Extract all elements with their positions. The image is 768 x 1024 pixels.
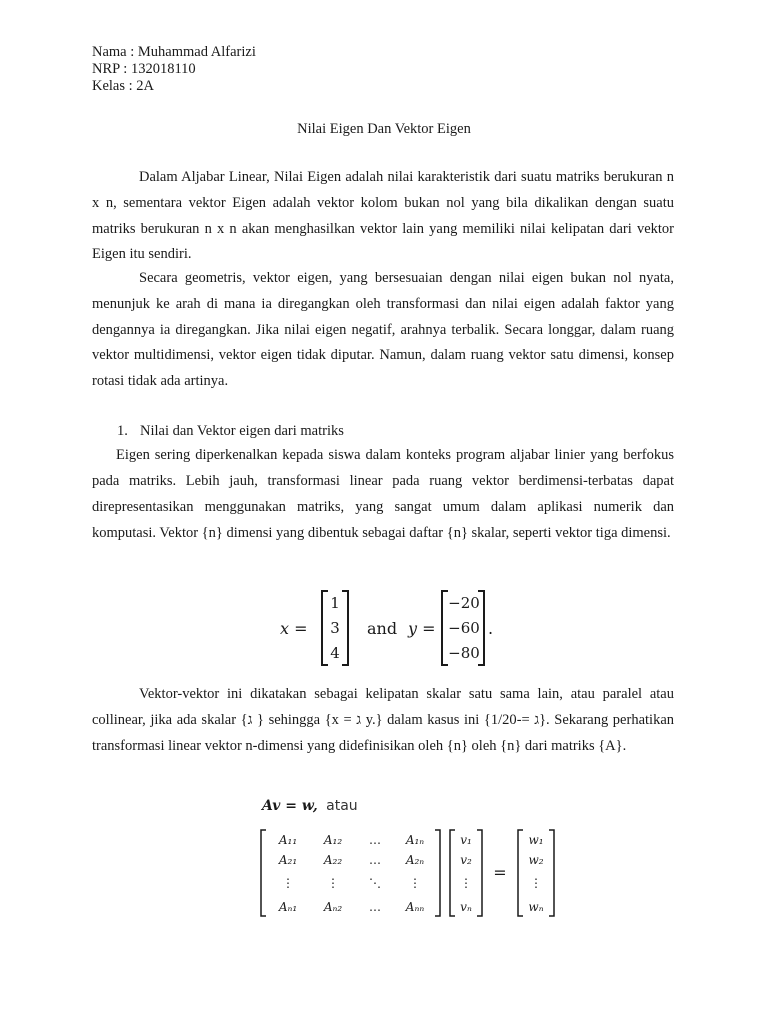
matrix-cell: ⋮: [282, 876, 294, 890]
matrix-a-row-3: [282, 876, 421, 890]
paragraph-scalar: Vektor-vektor ini dikatakan sebagai kelipatan skalar satu sama lain, atau paralel atau collinear, jika ada skalar {ג } sehingga {x = ג y.} dalam kasus ini {ג =-1/20}. Sekarang perhatikan transformasi linear vektor n-dimensi yang didefinisikan oleh {n} oleh {n} dari matriks {A}.: [92, 686, 675, 754]
student-name: Nama : Muhammad Alfarizi: [92, 44, 256, 60]
matrix-cell: ⋮: [327, 876, 339, 890]
matrix-cell: A₂₂: [323, 853, 343, 867]
matrix-cell: A₁ₙ: [405, 833, 425, 847]
bracket-v-left: [450, 830, 455, 916]
matrix-a-row-4: [278, 900, 424, 914]
y-value-1: −20: [448, 594, 480, 612]
y-label: y =: [408, 619, 436, 638]
matrix-cell: Aₙₙ: [405, 900, 425, 914]
v-cell: v₂: [460, 853, 472, 867]
y-value-3: −80: [448, 644, 480, 662]
matrix-a-row-2: [278, 853, 424, 867]
section-number: 1.: [117, 423, 128, 439]
student-info: [92, 44, 256, 95]
x-label: x =: [280, 619, 308, 638]
section-paragraph: Eigen sering diperkenalkan kepada siswa dalam konteks program aljabar linier yang berfokus pada matriks. Lebih jauh, transformasi linear pada ruang vektor berdimensi-terbatas dapat direpresentasikan menggunakan matriks, yang sangat umum dalam aplikasi numerik dan komputasi. Vektor {n} dimensi yang dibentuk sebagai daftar {n} skalar, seperti vektor tiga dimensi.: [92, 447, 674, 541]
matrix-cell: A₁₂: [323, 833, 343, 847]
x-value-3: 4: [330, 644, 340, 662]
bracket-x-right: [342, 591, 348, 665]
v-cell: vₙ: [460, 900, 472, 914]
x-value-1: 1: [330, 594, 340, 612]
bracket-w-left: [518, 830, 523, 916]
matrix-cell: …: [369, 853, 381, 867]
matrix-a-row-1: [278, 833, 424, 847]
bracket-a-right: [435, 830, 440, 916]
v-cell: v₁: [460, 833, 472, 847]
bracket-x-left: [322, 591, 328, 665]
section-heading: [117, 423, 344, 440]
section-title: Nilai dan Vektor eigen dari matriks: [140, 423, 344, 439]
y-value-2: −60: [448, 619, 480, 637]
matrix-cell: ⋱: [369, 876, 381, 890]
w-cell: wₙ: [528, 900, 544, 914]
document-title: Nilai Eigen Dan Vektor Eigen: [297, 121, 471, 137]
paragraph-intro: Dalam Aljabar Linear, Nilai Eigen adalah nilai karakteristik dari suatu matriks berukuran n x n, sementara vektor Eigen adalah vektor kolom bukan nol yang bila dikalikan dengan suatu matriks berukuran n x n akan menghasilkan vektor lain yang memiliki nilai kelipatan dari vektor Eigen itu sendiri.: [92, 169, 674, 263]
and-label: and: [367, 619, 398, 638]
atau-text: atau: [326, 798, 358, 814]
bracket-w-right: [549, 830, 554, 916]
matrix-equation: [258, 828, 563, 918]
v-cell: ⋮: [460, 876, 472, 890]
matrix-cell: Aₙ₁: [278, 900, 298, 914]
bracket-a-left: [261, 830, 266, 916]
matrix-cell: …: [369, 833, 381, 847]
matrix-cell: A₂ₙ: [405, 853, 425, 867]
w-cell: w₁: [528, 833, 544, 847]
vector-equation: [280, 588, 500, 668]
equation-period: .: [488, 619, 494, 638]
matrix-cell: A₂₁: [278, 853, 298, 867]
matrix-cell: ⋮: [409, 876, 421, 890]
w-cell: w₂: [528, 853, 544, 867]
x-value-2: 3: [330, 619, 340, 637]
matrix-cell: Aₙ₂: [323, 900, 343, 914]
paragraph-geometric: Secara geometris, vektor eigen, yang bersesuaian dengan nilai eigen bukan nol nyata, menunjuk ke arah di mana ia diregangkan oleh transformasi dan nilai eigen adalah faktor yang dengannya ia diregangkan. Jika nilai eigen negatif, arahnya terbalik. Secara longgar, dalam ruang vektor multidimensi, vektor eigen tidak diputar. Namun, dalam ruang vektor satu dimensi, konsep rotasi tidak ada artinya.: [92, 270, 674, 390]
bracket-y-left: [442, 591, 448, 665]
equation-av-w: Av = w,: [262, 798, 318, 814]
matrix-cell: A₁₁: [278, 833, 298, 847]
matrix-equation-label: [262, 798, 358, 814]
student-class: Kelas : 2A: [92, 78, 155, 94]
equals-sign: =: [493, 863, 507, 882]
matrix-cell: …: [369, 900, 381, 914]
bracket-v-right: [477, 830, 482, 916]
w-cell: ⋮: [530, 876, 542, 890]
student-nrp: NRP : 132018110: [92, 61, 196, 77]
